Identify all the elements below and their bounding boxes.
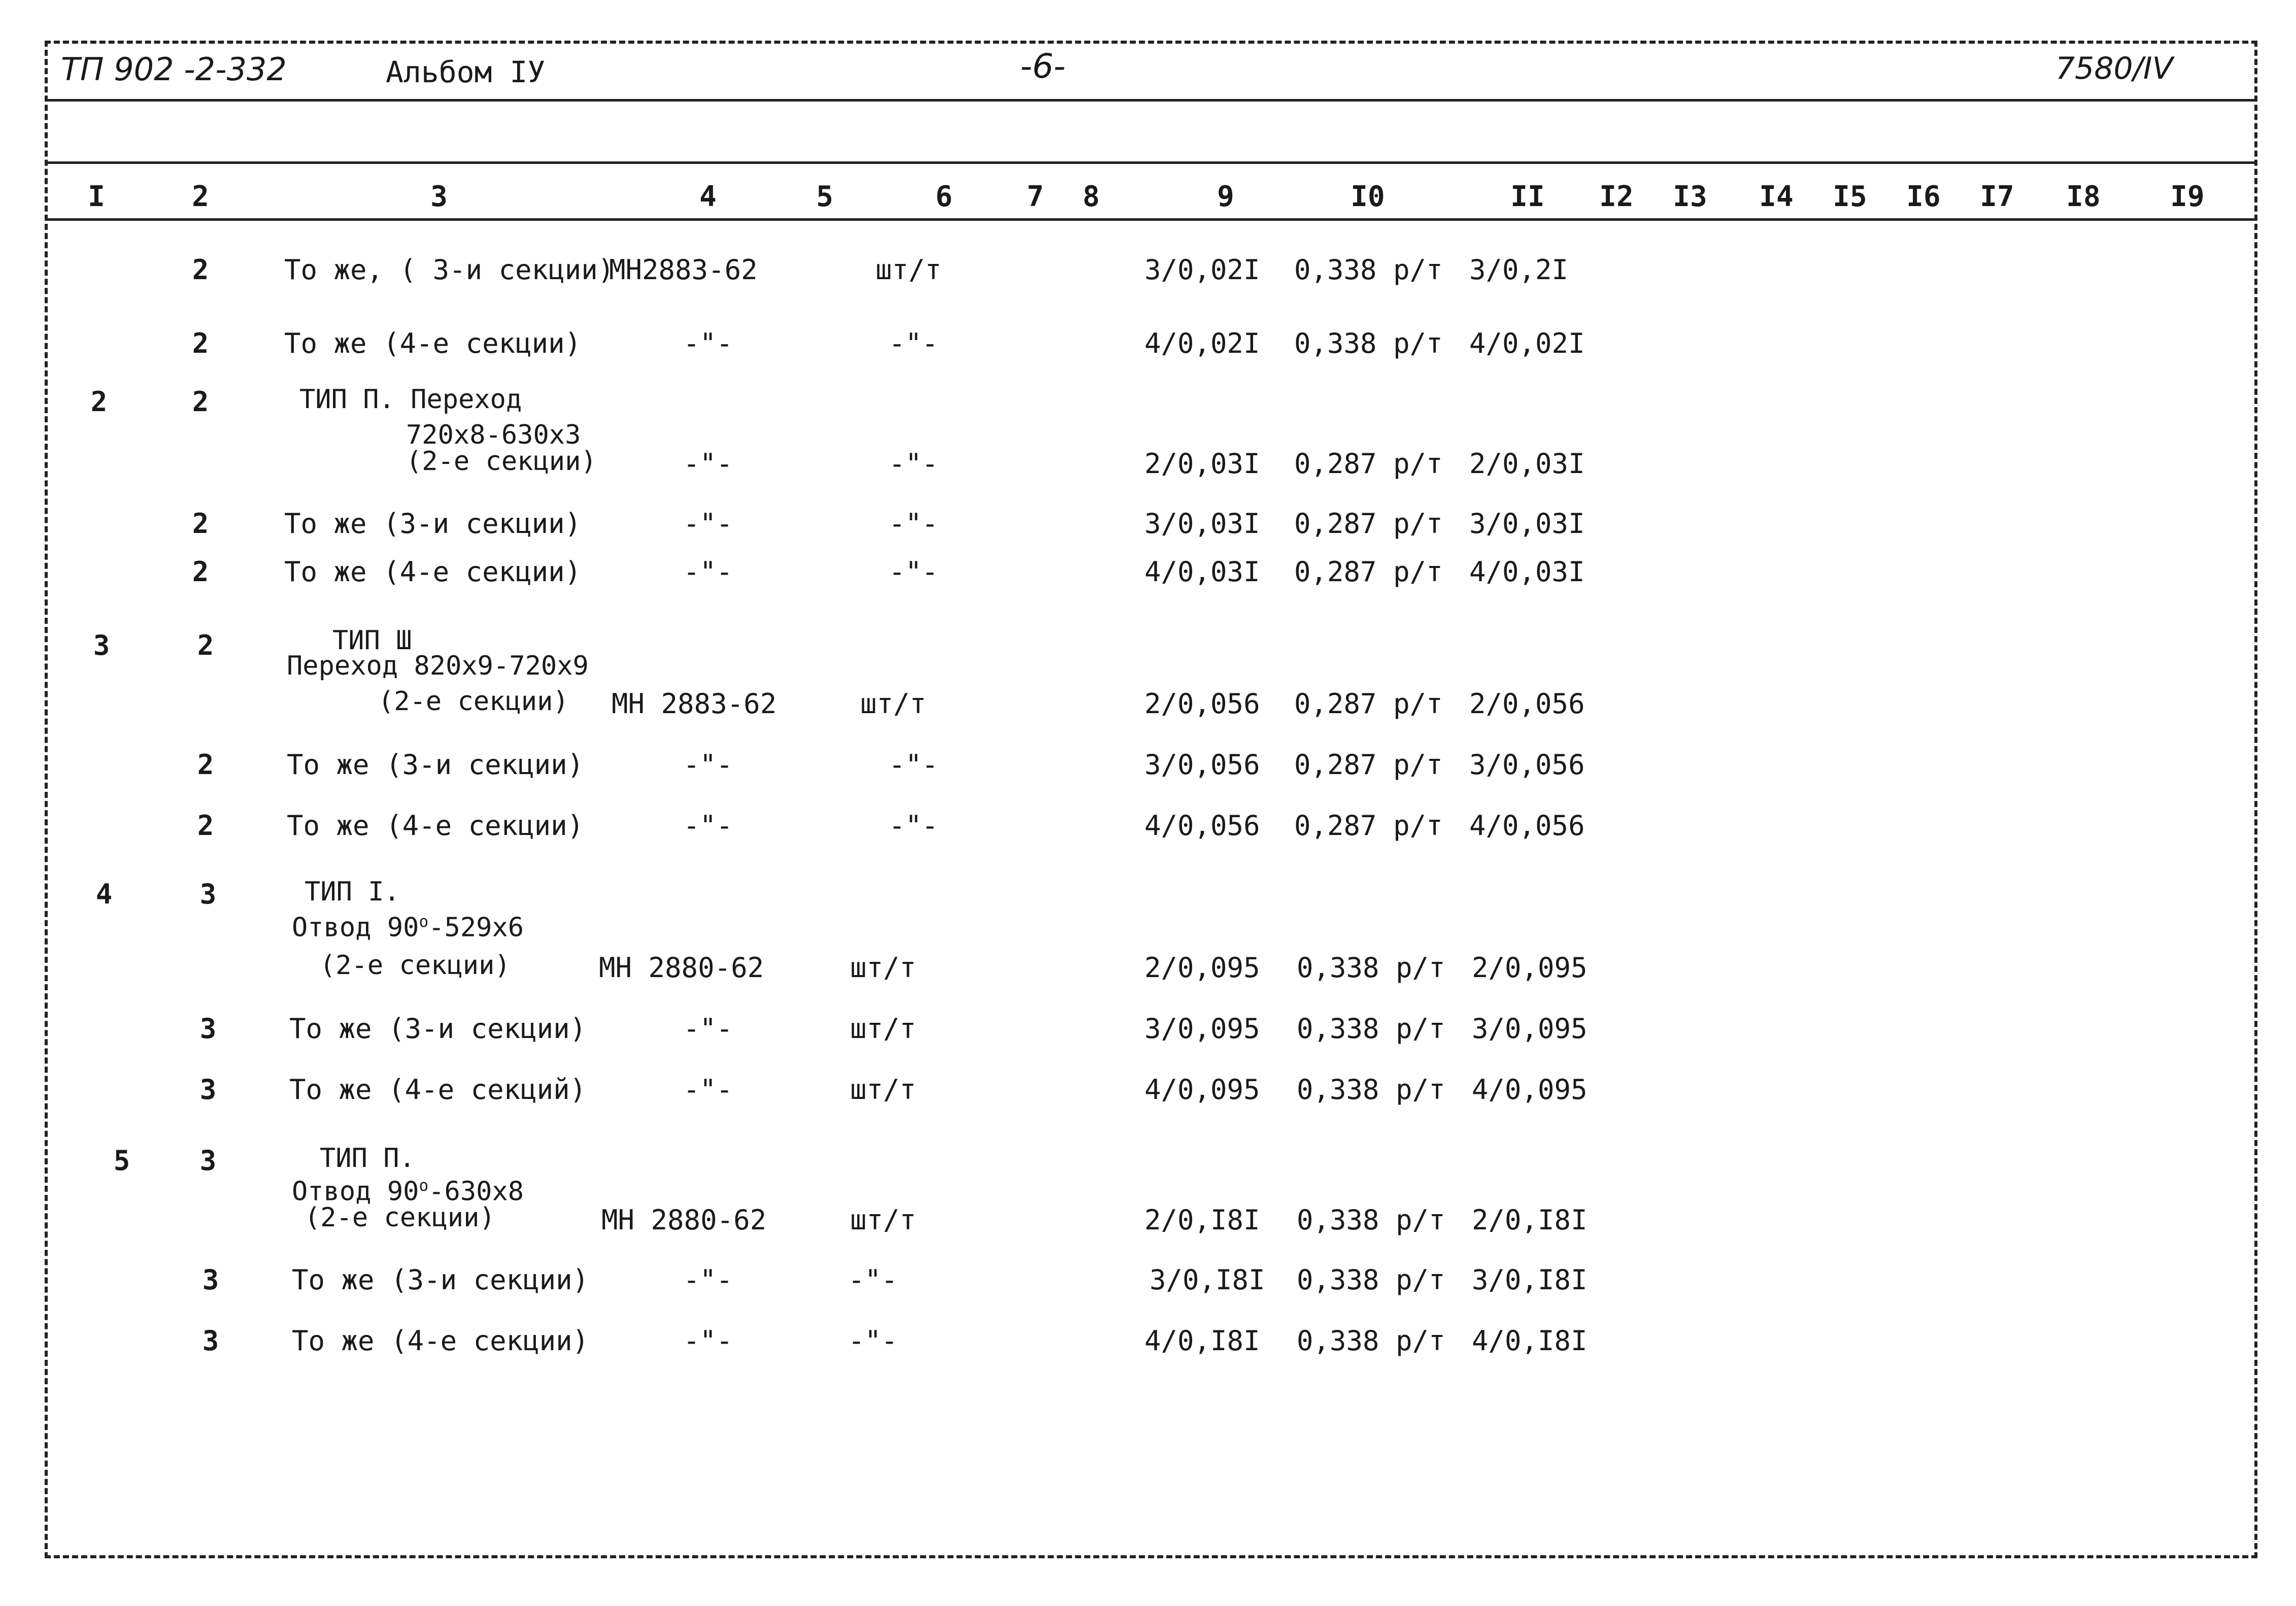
- cell-qty: 3: [199, 1074, 217, 1106]
- cell-unit: шт/т: [850, 1013, 917, 1045]
- cell-unit: шт/т: [850, 1074, 917, 1106]
- cell-col9: 3/0,I8I: [1150, 1264, 1265, 1296]
- col-header-5: 5: [816, 180, 833, 213]
- cell-col10: 0,338 р/т: [1297, 1264, 1445, 1296]
- cell-standard: -"-: [683, 508, 733, 540]
- cell-description-line2: Переход 820х9-720х9: [287, 651, 589, 681]
- album-label: Альбом IУ: [386, 55, 546, 89]
- cell-qty: 2: [192, 556, 209, 588]
- cell-description-line1: ТИП Ш: [332, 625, 412, 656]
- cell-col11: 2/0,I8I: [1472, 1204, 1588, 1236]
- col-header-15: I5: [1833, 180, 1867, 213]
- cell-standard: МН2883-62: [609, 254, 758, 286]
- cell-col11: 2/0,056: [1469, 688, 1585, 720]
- column-header-divider: [45, 218, 2257, 221]
- cell-col10: 0,338 р/т: [1294, 254, 1443, 286]
- cell-unit: шт/т: [860, 688, 927, 720]
- cell-unit: -"-: [889, 508, 938, 540]
- cell-col11: 3/0,056: [1469, 749, 1585, 781]
- cell-unit: шт/т: [850, 1204, 917, 1236]
- cell-col11: 4/0,095: [1472, 1074, 1588, 1106]
- cell-col9: 3/0,02I: [1144, 254, 1260, 286]
- col-header-8: 8: [1083, 180, 1100, 213]
- cell-col10: 0,338 р/т: [1297, 952, 1445, 984]
- cell-col10: 0,338 р/т: [1297, 1204, 1445, 1236]
- cell-standard: МН 2880-62: [599, 952, 764, 984]
- cell-unit: шт/т: [875, 254, 942, 286]
- header-divider: [45, 99, 2257, 102]
- cell-description-line2: Отвод 90$^o$-630х8: [292, 1176, 524, 1207]
- cell-col9: 3/0,03I: [1144, 508, 1260, 540]
- cell-description-line2: 720х8-630х3: [406, 420, 581, 450]
- document-reference: 7580/IV: [2055, 51, 2173, 86]
- col-header-11: II: [1510, 180, 1545, 213]
- cell-description: То же (3-и секции): [289, 1013, 587, 1045]
- cell-qty: 2: [192, 327, 209, 359]
- blank-row-divider: [45, 161, 2257, 164]
- cell-qty: 3: [202, 1325, 219, 1357]
- cell-standard: -"-: [683, 1264, 733, 1296]
- doc-code: ТП 902 -2-332: [61, 51, 287, 88]
- cell-col10: 0,338 р/т: [1294, 327, 1443, 359]
- cell-description-line3: (2-е секции): [406, 446, 597, 477]
- cell-standard: -"-: [683, 1013, 733, 1045]
- cell-qty: 3: [199, 878, 217, 910]
- cell-standard: -"-: [683, 327, 733, 359]
- cell-col9: 4/0,I8I: [1144, 1325, 1260, 1357]
- cell-col9: 2/0,03I: [1144, 448, 1260, 480]
- cell-col9: 2/0,I8I: [1144, 1204, 1260, 1236]
- cell-standard: МН 2880-62: [601, 1204, 767, 1236]
- cell-col10: 0,338 р/т: [1297, 1074, 1445, 1106]
- cell-description: То же (3-и секции): [292, 1264, 589, 1296]
- cell-col10: 0,287 р/т: [1294, 810, 1443, 842]
- cell-col9: 2/0,056: [1144, 688, 1260, 720]
- col-header-18: I8: [2066, 180, 2101, 213]
- col-header-4: 4: [699, 180, 717, 213]
- cell-description: То же (4-е секции): [287, 810, 584, 842]
- col-header-17: I7: [1980, 180, 2014, 213]
- col-header-12: I2: [1599, 180, 1634, 213]
- cell-pos: 2: [90, 386, 108, 418]
- cell-col11: 4/0,02I: [1469, 327, 1585, 359]
- col-header-14: I4: [1759, 180, 1794, 213]
- cell-col9: 4/0,056: [1144, 810, 1260, 842]
- cell-unit: -"-: [889, 749, 938, 781]
- cell-col10: 0,287 р/т: [1294, 448, 1443, 480]
- cell-standard: -"-: [683, 749, 733, 781]
- cell-unit: -"-: [889, 327, 938, 359]
- cell-qty: 3: [199, 1013, 217, 1045]
- cell-col11: 4/0,03I: [1469, 556, 1585, 588]
- cell-unit: -"-: [848, 1264, 898, 1296]
- cell-description: То же (3-и секции): [287, 749, 584, 781]
- cell-description-line1: ТИП П.: [320, 1143, 415, 1174]
- cell-qty: 2: [197, 810, 214, 842]
- cell-description: То же (4-е секций): [289, 1074, 587, 1106]
- cell-qty: 2: [197, 749, 214, 781]
- cell-col9: 4/0,03I: [1144, 556, 1260, 588]
- cell-qty: 2: [192, 508, 209, 540]
- cell-unit: -"-: [848, 1325, 898, 1357]
- cell-col11: 3/0,I8I: [1472, 1264, 1588, 1296]
- cell-col9: 3/0,095: [1144, 1013, 1260, 1045]
- cell-qty: 2: [197, 629, 214, 661]
- cell-pos: 3: [93, 629, 110, 661]
- cell-col11: 3/0,095: [1472, 1013, 1588, 1045]
- col-header-2: 2: [192, 180, 209, 213]
- cell-unit: шт/т: [850, 952, 917, 984]
- col-header-16: I6: [1906, 180, 1941, 213]
- cell-standard: -"-: [683, 1074, 733, 1106]
- cell-col11: 2/0,03I: [1469, 448, 1585, 480]
- cell-col10: 0,338 р/т: [1297, 1013, 1445, 1045]
- cell-col11: 3/0,2I: [1469, 254, 1569, 286]
- cell-standard: -"-: [683, 1325, 733, 1357]
- col-header-3: 3: [430, 180, 448, 213]
- cell-col11: 4/0,056: [1469, 810, 1585, 842]
- cell-col10: 0,287 р/т: [1294, 508, 1443, 540]
- cell-col10: 0,287 р/т: [1294, 749, 1443, 781]
- cell-description: То же (4-е секции): [284, 556, 582, 588]
- cell-qty: 3: [202, 1264, 219, 1296]
- cell-unit: -"-: [889, 448, 938, 480]
- col-header-7: 7: [1027, 180, 1044, 213]
- col-header-19: I9: [2170, 180, 2205, 213]
- col-header-9: 9: [1217, 180, 1234, 213]
- col-header-6: 6: [935, 180, 953, 213]
- cell-qty: 2: [192, 254, 209, 286]
- cell-qty: 2: [192, 386, 209, 418]
- page-number: -6-: [1020, 47, 1066, 86]
- cell-pos: 5: [113, 1145, 130, 1177]
- cell-col11: 2/0,095: [1472, 952, 1588, 984]
- cell-description-line3: (2-е секции): [378, 686, 569, 717]
- col-header-1: I: [88, 180, 105, 213]
- cell-standard: -"-: [683, 448, 733, 480]
- cell-col9: 2/0,095: [1144, 952, 1260, 984]
- cell-description: То же (4-е секции): [292, 1325, 589, 1357]
- cell-col10: 0,287 р/т: [1294, 688, 1443, 720]
- cell-qty: 3: [199, 1145, 217, 1177]
- col-header-13: I3: [1673, 180, 1707, 213]
- cell-description-line1: ТИП П. Переход: [299, 384, 522, 415]
- cell-description-line3: (2-е секции): [320, 950, 511, 981]
- cell-description: То же, ( 3-и секции): [284, 254, 615, 286]
- cell-standard: МН 2883-62: [612, 688, 777, 720]
- cell-col11: 4/0,I8I: [1472, 1325, 1588, 1357]
- cell-col10: 0,338 р/т: [1297, 1325, 1445, 1357]
- cell-col9: 4/0,02I: [1144, 327, 1260, 359]
- col-header-10: I0: [1350, 180, 1385, 213]
- cell-col9: 4/0,095: [1144, 1074, 1260, 1106]
- cell-col10: 0,287 р/т: [1294, 556, 1443, 588]
- cell-standard: -"-: [683, 556, 733, 588]
- cell-unit: -"-: [889, 810, 938, 842]
- cell-description: То же (4-е секции): [284, 327, 582, 359]
- cell-description-line2: Отвод 90$^o$-529х6: [292, 912, 524, 943]
- cell-unit: -"-: [889, 556, 938, 588]
- cell-description: То же (3-и секции): [284, 508, 582, 540]
- cell-col11: 3/0,03I: [1469, 508, 1585, 540]
- cell-col9: 3/0,056: [1144, 749, 1260, 781]
- cell-description-line3: (2-е секции): [305, 1202, 495, 1233]
- cell-description-line1: ТИП I.: [305, 877, 400, 907]
- cell-standard: -"-: [683, 810, 733, 842]
- cell-pos: 4: [95, 878, 113, 910]
